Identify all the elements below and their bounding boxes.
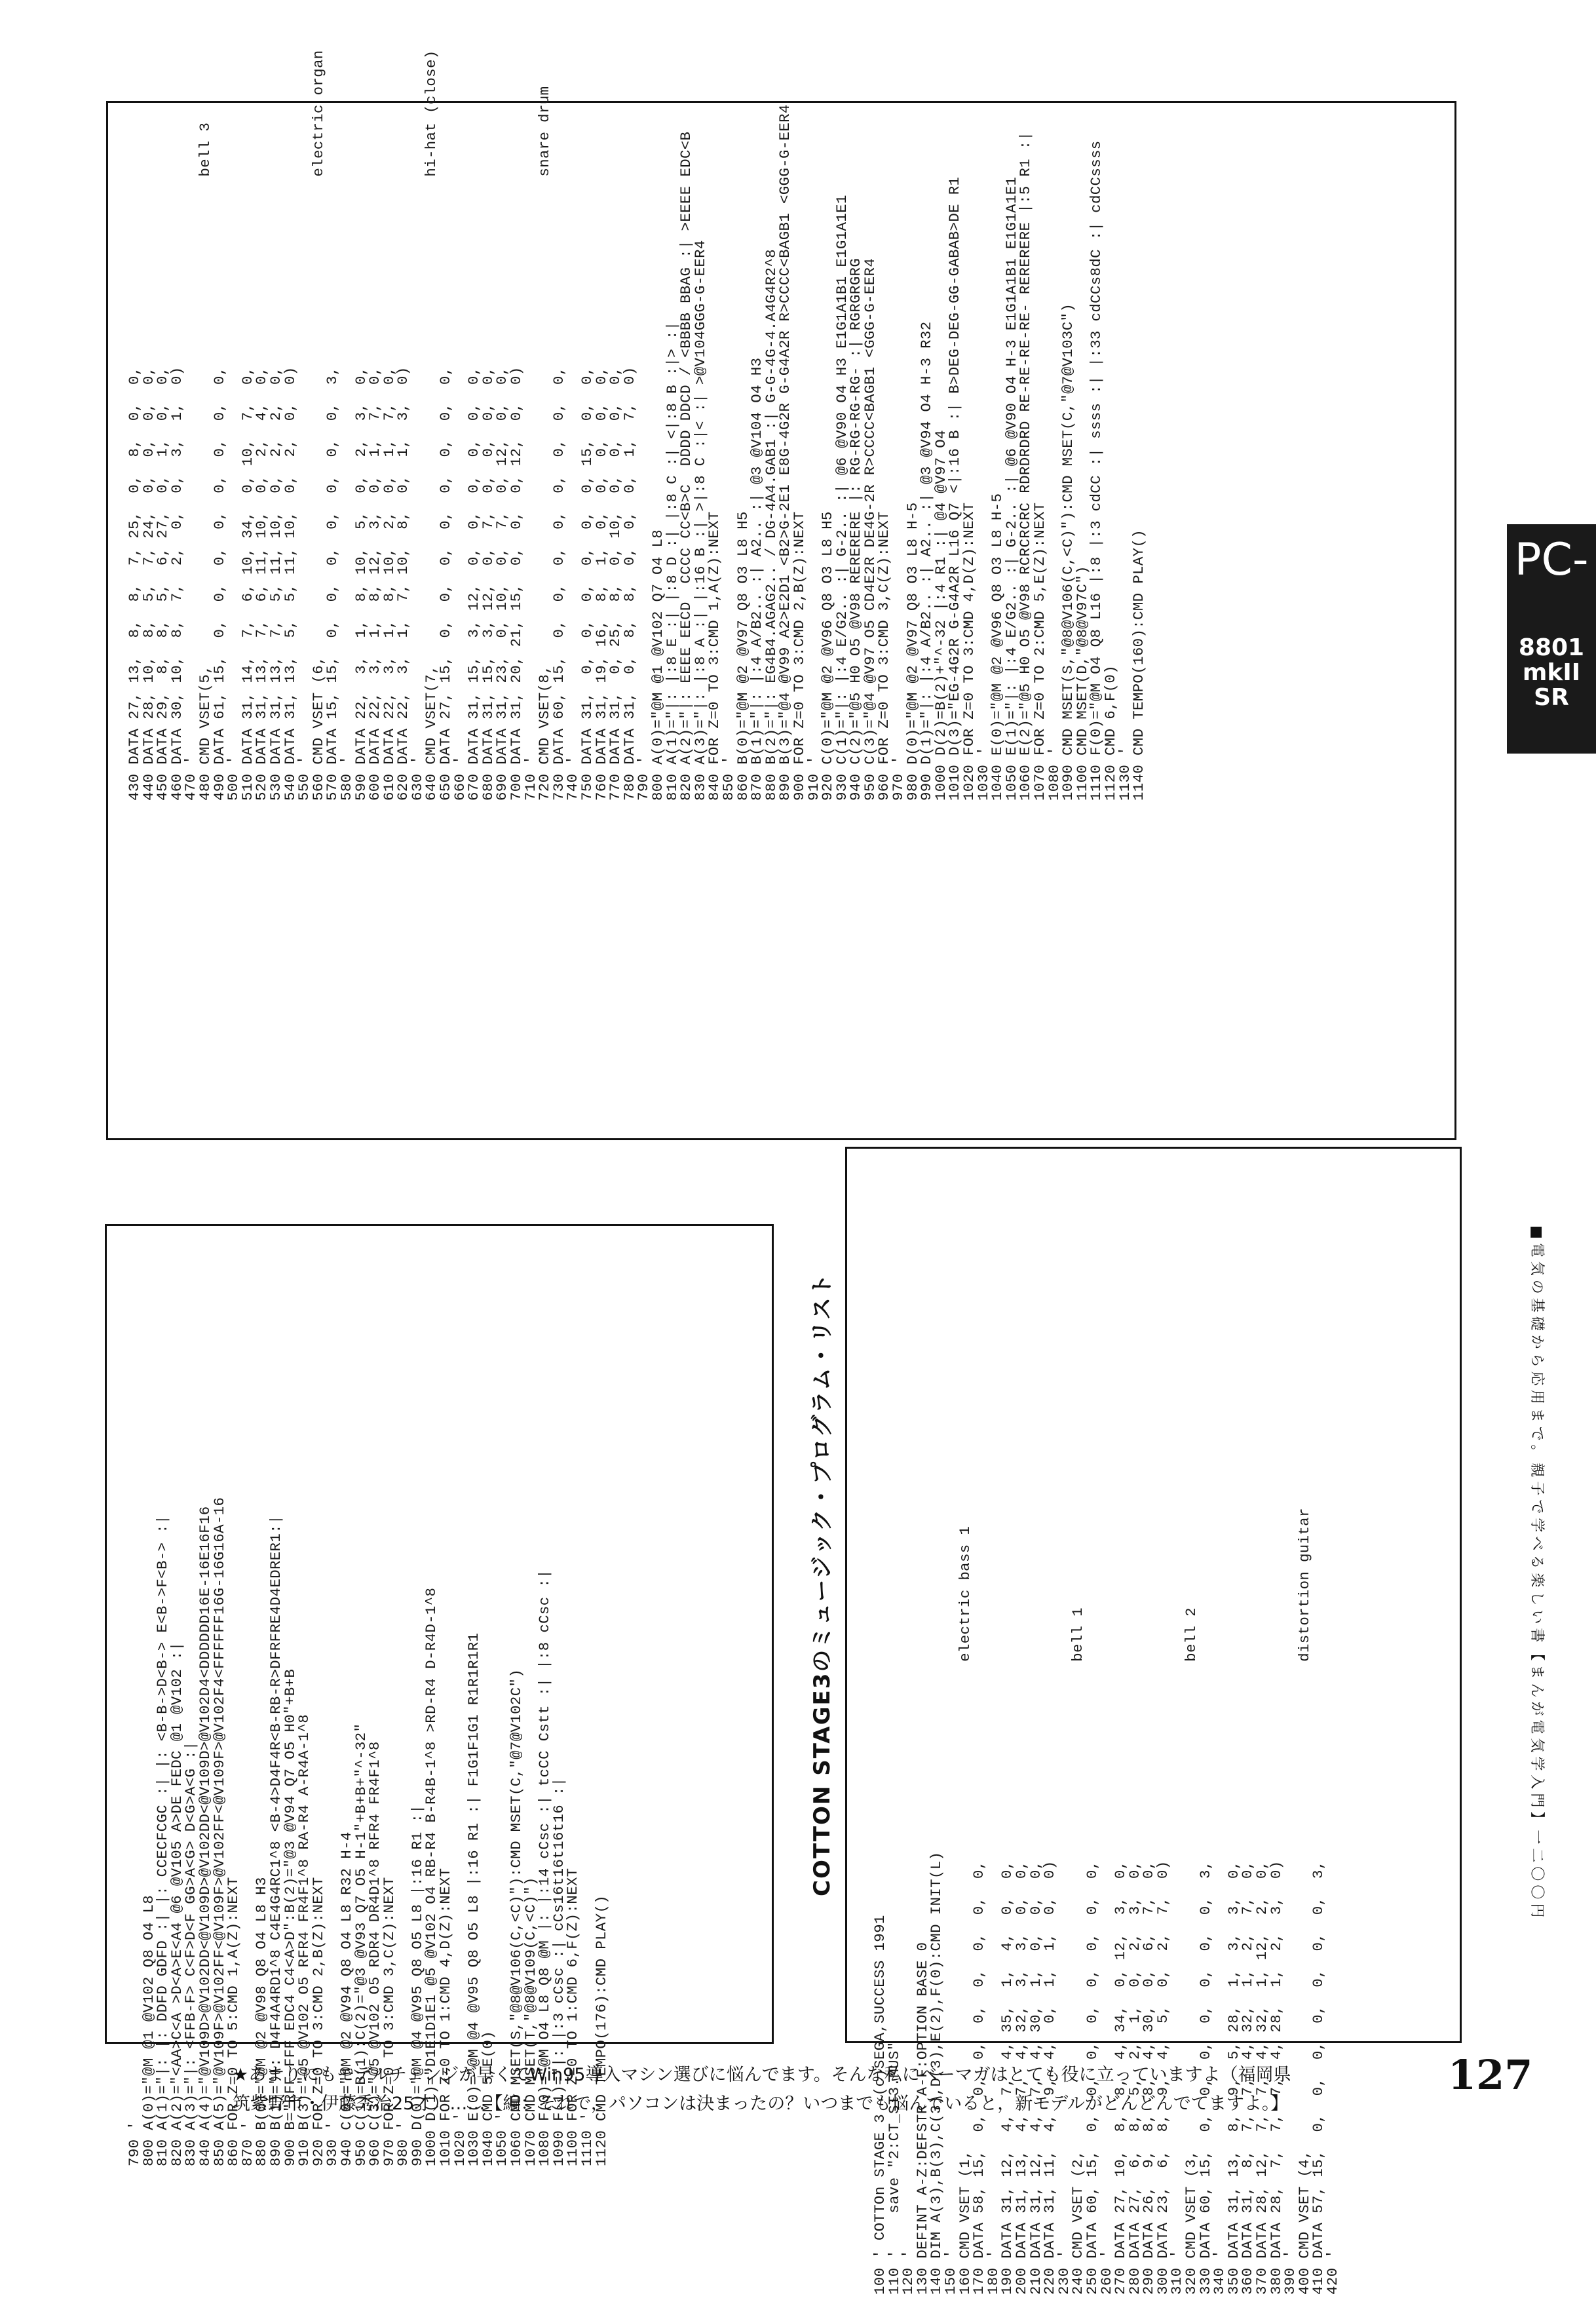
listing-line: 1020 ': [451, 2112, 468, 2166]
listing-line: 1000 D(2)=B(2)+"^-32 |:4 R1 :| @4 @V97 O4: [932, 430, 949, 801]
listing-line: 510 DATA 31, 14, 7, 6, 10, 34, 0, 10, 7, 0,: [238, 366, 256, 801]
listing-line: 740 ': [564, 755, 582, 801]
listing-line: 810 A(1)="|: |:8 E :| |:8 D :| |:8 C :| <|:8 B :|> :|: [663, 321, 681, 801]
listing-line: 820 A(2)="<AA>C<A >D<A>E<A4 @6 @V105 A>DE FEDC @1 @V102 :|: [168, 1641, 185, 2166]
listing-line: 380 DATA 28, 7, 7, 7, 4, 28, 1, 2, 3, 0): [1267, 1860, 1285, 2295]
listing-line: 320 CMD VSET (3, bell 2: [1183, 1607, 1200, 2295]
listing-line: 120 ': [900, 2249, 917, 2295]
listing-line: 990 D(1)="|: |:4 A/B2.. :| A2.. :| @3 @V94 O4 H-3 R32: [918, 321, 936, 801]
listing-text: [847, 1429, 1340, 2321]
listing-line: 160 CMD VSET (1, electric bass 1: [956, 1525, 974, 2295]
listing-line: 850 ': [719, 755, 737, 801]
listing-line: 560 CMD VSET (6, electric organ: [309, 50, 327, 801]
listing-line: 260 ': [1097, 2249, 1115, 2295]
listing-line: 800 A(0)="@M @1 @V102 Q7 O4 L8: [649, 529, 666, 801]
listing-line: 840 A(4)="@V109D>@V102DD<@V109D>@V102DD<@V109D>@V102D4<DDDDDD16E-16E16F16: [196, 1506, 214, 2166]
listing-line: 790 ': [635, 755, 653, 801]
listing-line: 200 DATA 31, 13, 4, 7, 4, 32, 3, 3, 0, 0,: [1012, 1860, 1030, 2295]
listing-line: 790 ': [126, 2120, 143, 2166]
listing-line: 1000 D(1)="D1E1D1E1 @5 @V102 O4 RB-R4 B-R4B-1^8 >RD-R4 D-R4D-1^8: [423, 1587, 440, 2166]
reader-comment: [233, 2061, 1412, 2119]
listing-line: 330 DATA 60, 15, 0, 0, 0, 0, 0, 0, 0, 3,: [1196, 1860, 1214, 2295]
listing-line: 340 ': [1211, 2249, 1228, 2295]
listing-line: 1060 CMD MSET(S,"@8@V106(C,<C)"):CMD MSET(C,"@7@V102C"): [508, 1668, 525, 2166]
listing-line: 250 DATA 60, 15, 0, 0, 0, 0, 0, 0, 0, 0,: [1083, 1860, 1101, 2295]
listing-line: 880 B(0)="@M @2 @V98 Q8 O4 L8 H3: [253, 1877, 271, 2166]
listing-line: 960 C(3)="@5 @V102 O5 RDR4 DR4D1^8 RFR4 FR4F1^8: [366, 1741, 384, 2166]
listing-line: 550 ': [295, 755, 313, 801]
listing-line: 140 DIM A(3),B(3),C(3),D(3),E(2),F(0):CMD INIT(L): [928, 1851, 945, 2295]
listing-line: 1040 E(0)="@M @2 @V96 Q8 O3 L8 H-5: [989, 493, 1006, 801]
listing-line: 860 B(0)="@M @2 @V97 Q8 O3 L8 H5: [734, 511, 751, 801]
listing-line: 660 ': [451, 755, 468, 801]
reader-comment-line2: 筑紫野市・伊藤秀治25才）……【編：それで，パソコンは決まったの？いつまでも悩んでいると，新モデルがどんどんでてますよ。】: [233, 2094, 1289, 2114]
listing-line: 1140 CMD TEMPO(160):CMD PLAY(): [1130, 529, 1148, 801]
listing-line: 480 CMD VSET(5, bell 3: [196, 122, 214, 801]
listing-line: 230 ': [1055, 2249, 1073, 2295]
listing-line: 1080 ': [1045, 746, 1063, 801]
listing-line: 870 ': [238, 2120, 256, 2166]
listing-line: 570 DATA 15, 15, 0, 0, 0, 0, 0, 0, 0, 3,: [324, 366, 341, 801]
listing-line: 580 ': [337, 755, 355, 801]
listing-line: 410 DATA 57, 15, 0, 0, 0, 0, 0, 0, 0, 3,: [1310, 1860, 1327, 2295]
listing-line: 210 DATA 31, 12, 4, 7, 4, 30, 1, 0, 0, 0,: [1027, 1860, 1044, 2295]
listing-line: 920 FOR Z=0 TO 3:CMD 2,B(Z):NEXT: [309, 1877, 327, 2166]
listing-line: 280 DATA 27, 6, 8, 5, 2, 1, 0, 2, 3, 0,: [1126, 1860, 1143, 2295]
listing-line: 980 ': [394, 2120, 412, 2166]
listing-line: 840 FOR Z=0 TO 3:CMD 1,A(Z):NEXT: [706, 511, 723, 801]
listing-line: 910 ': [805, 755, 822, 801]
listing-line: 680 DATA 31, 15, 3, 12, 0, 7, 0, 0, 0, 0,: [479, 366, 497, 801]
listing-line: 1040 CMD 5,E(0): [479, 2030, 497, 2166]
listing-line: 450 DATA 29, 8, 8, 5, 6, 27, 0, 1, 0, 0,: [154, 366, 172, 801]
listing-line: 1120 CMD 6,F(0): [1101, 664, 1119, 801]
listing-line: 620 DATA 22, 3, 1, 7, 10, 8, 0, 1, 3, 0): [394, 366, 412, 801]
listing-line: 1060 E(2)="@5 H0 O5 @V98 RCRCRCRC RDRDRDRD RE-RE-RE-RE- RERERERE |:5 R1 :|: [1017, 131, 1035, 801]
listing-line: 710 ': [522, 755, 539, 801]
listing-line: 930 C(1)="|: |:4 E/G2.. :| G-2.. :| @6 @V90 O4 H3 E1G1A1B1 E1G1A1E1: [833, 195, 850, 801]
listing-line: 950 C(1)=B(1):C(2)="@3 @V93 Q7 O5 H-1"+B+B+"^-32": [352, 1723, 370, 2166]
listing-line: 700 DATA 31, 20, 21, 15, 0, 0, 0, 12, 0, 0): [508, 366, 525, 801]
listing-line: 640 CMD VSET(7, hi-hat (close): [423, 50, 440, 801]
listing-line: 780 DATA 31, 0, 8, 8, 0, 0, 0, 1, 7, 0): [620, 366, 638, 801]
listing-line: 400 CMD VSET (4, distortion guitar: [1295, 1508, 1313, 2295]
listing-line: 1080 F(0)="@M O4 L8 Q8 @M |: |:14 cCsc :| tcCC Cstt :| |:8 cCsc :|: [536, 1569, 554, 2166]
listing-line: 440 DATA 28, 10, 8, 5, 7, 24, 0, 0, 0, 0,: [140, 366, 157, 801]
listing-line: 610 DATA 22, 3, 1, 8, 10, 2, 0, 1, 7, 0,: [380, 366, 398, 801]
listing-line: 1010 FOR Z=0 TO 1:CMD 4,D(Z):NEXT: [437, 1868, 455, 2166]
listing-line: 890 B(3)="@4 @V99 A2>E2D1 <B2>G-2E1 E8G-4G2R G-G4A2R R>CCCC<BAGB1 <GGG-G-EER4: [776, 104, 794, 801]
listing-line: 970 ': [890, 755, 907, 801]
listing-line: 150 ': [941, 2249, 959, 2295]
listing-line: 1100 CMD MSET(D,"@8@V97C"): [1073, 566, 1091, 801]
listing-line: 1130 ': [1116, 746, 1133, 801]
listing-line: 880 B(2)="|: EG4B4.AGAG2.. / DG-4A4.GAB1 :| G-G-4G-4.A4G4R2^8: [762, 249, 780, 801]
listing-line: 500 ': [225, 755, 242, 801]
tab-line2: 8801 mkII SR: [1518, 634, 1585, 711]
page-number: 127: [1448, 2051, 1533, 2099]
listing-line: 730 DATA 60, 15, 0, 0, 0, 0, 0, 0, 0, 0,: [550, 366, 567, 801]
listing-line: 1110 ': [579, 2112, 596, 2166]
listing-line: 890 B(1)="|: D4F4A4RD1^8 C4E4G4RC1^8 <B-4>D4F4R<B-RB-R>DFRFRE4D4EDRER1:|: [267, 1515, 284, 2166]
listing-title: [803, 1244, 842, 1925]
listing-line: 900 B="RFF FFF EDC4 C4<A>D":B(2)="@3 @V94 Q7 O5 H0"+B+B: [281, 1668, 299, 2166]
listing-text: [108, 0, 1147, 827]
listing-line: 760 DATA 31, 19, 16, 8, 1, 0, 0, 0, 0, 0,: [592, 366, 610, 801]
listing-line: 830 A(3)="|: |:8 A :| |:16 B :| >|:8 C :|< :| >@V104GGG-G-EER4: [691, 240, 709, 801]
listing-line: 690 DATA 31, 23, 0, 10, 0, 7, 0, 12, 0, 0,: [493, 366, 511, 801]
listing-line: 180 ': [984, 2249, 1002, 2295]
listing-line: 490 DATA 61, 15, 0, 0, 0, 0, 0, 0, 0, 0,: [210, 366, 228, 801]
listing-line: 460 DATA 30, 10, 8, 7, 2, 0, 0, 3, 1, 0): [168, 366, 185, 801]
listing-line: 1070 CMD MSET(T,"@8@V109(C,<C)"): [522, 1877, 539, 2166]
listing-line: 1070 FOR Z=0 TO 2:CMD 5,E(Z):NEXT: [1031, 502, 1048, 801]
listing-line: 1090 F(1)="|: |:3 cCsc :| cCs16t16t16t16 :|: [550, 1777, 567, 2166]
listing-line: 810 A(1)="|: |: DDFD GDFD :| |: CCECFCGC :| |: <B-B->D<B-> E<B->F<B-> :|: [154, 1515, 172, 2166]
listing-line: 1030 E(0)="@M @4 @V95 Q8 O5 L8 |:16 R1 :| F1G1F1G1 R1R1R1R1: [465, 1632, 483, 2166]
listing-line: 950 C(3)="@4 @V97 O5 CD4E2R DE4G-2R R>CCCC<BAGB1 <GGG-G-EER4: [861, 258, 879, 801]
listing-line: 360 DATA 31, 8, 7, 7, 4, 32, 1, 2, 7, 0,: [1239, 1860, 1257, 2295]
listing-line: 240 CMD VSET (2, bell 1: [1069, 1607, 1087, 2295]
listing-line: 220 DATA 31, 11, 4, 9, 4, 0, 1, 1, 0, 0): [1041, 1860, 1059, 2295]
listing-line: 990 D(0)="@M @4 @V95 Q8 O5 L8 |:16 R1 :|: [408, 1804, 426, 2166]
listing-line: 910 B(3)="@5 @V102 O5 RFR4 FR4F1^8 RA-R4 A-R4A-1^8: [295, 1714, 313, 2166]
program-listing-bottom-right: [845, 1147, 1462, 2295]
listing-line: 1110 F(0)="@M O4 Q8 L16 |:8 |:3 cdCC :| ssss :| |:33 cdCCs8dC :| cdCCssss: [1088, 140, 1105, 801]
listing-line: 860 FOR Z=0 TO 5:CMD 1,A(Z):NEXT: [225, 1877, 242, 2166]
listing-line: 290 DATA 26, 9, 8, 8, 4, 30, 0, 6, 7, 0,: [1140, 1860, 1158, 2295]
listing-line: 370 DATA 28, 12, 7, 7, 4, 32, 1, 12, 2, 0,: [1253, 1860, 1271, 2295]
listing-line: 1120 CMD TEMPO(176):CMD PLAY(): [592, 1894, 610, 2166]
listing-line: 960 FOR Z=0 TO 3:CMD 3,C(Z):NEXT: [875, 511, 893, 801]
listing-line: 310 ': [1168, 2249, 1186, 2295]
listing-line: 430 DATA 27, 13, 8, 8, 7, 25, 0, 8, 0, 0,: [126, 366, 143, 801]
listing-line: 270 DATA 27, 10, 8, 8, 4, 34, 0, 12, 3, 0,: [1112, 1860, 1130, 2295]
listing-line: 800 A(0)="@M @1 @V102 Q8 O4 L8: [140, 1894, 157, 2166]
listing-line: 850 A(5)="@V109F>@V102FF<@V109F>@V102FF<@V109F>@V102F4<FFFFFF16G-16G16A-16: [210, 1497, 228, 2166]
listing-line: 390 ': [1282, 2249, 1299, 2295]
side-ad: [1517, 1225, 1556, 2038]
listing-line: 750 DATA 31, 0, 0, 0, 0, 0, 0, 15, 0, 0,: [579, 366, 596, 801]
listing-line: 590 DATA 22, 3, 1, 8, 10, 5, 0, 2, 3, 0,: [352, 366, 370, 801]
listing-line: 650 DATA 27, 15, 0, 0, 0, 0, 0, 0, 0, 0,: [437, 366, 455, 801]
listing-line: 770 DATA 31, 0, 25, 8, 0, 10, 0, 0, 0, 0,: [607, 366, 624, 801]
listing-line: 190 DATA 31, 12, 4, 7, 4, 35, 1, 4, 0, 0,: [998, 1860, 1016, 2295]
listing-line: 970 FOR Z=0 TO 3:CMD 3,C(Z):NEXT: [380, 1877, 398, 2166]
listing-line: 940 C(0)="@M @2 @V94 Q8 O4 L8 R32 H-4: [337, 1832, 355, 2166]
listing-line: 170 DATA 58, 15, 0, 0, 0, 0, 0, 0, 0, 0,: [970, 1860, 988, 2295]
listing-title-text: COTTON STAGE3のミュージック・プログラム・リスト: [809, 1273, 835, 1896]
listing-line: 900 FOR Z=0 TO 3:CMD 2,B(Z):NEXT: [790, 511, 808, 801]
listing-line: 600 DATA 22, 3, 1, 8, 12, 3, 0, 1, 7, 0,: [366, 366, 384, 801]
listing-line: 350 DATA 31, 13, 8, 9, 5, 28, 1, 3, 3, 0,: [1225, 1860, 1242, 2295]
listing-line: 1100 FOR Z=0 TO 1:CMD 6,F(Z):NEXT: [564, 1868, 582, 2166]
listing-line: 1010 D(3)="EG-4G2R G-G4A2R L16 Q7 <|:16 B :| B>DEG-DEG-GG-GABAB>DE R1: [946, 176, 964, 801]
listing-line: 930 ': [324, 2120, 341, 2166]
listing-line: 470 ': [182, 755, 200, 801]
listing-line: 820 A(2)="|: EEEE EECD CCCC CC<B>C DDDD DDCD / <BBBB BBAG :| >EEEE EDC<B: [677, 131, 695, 801]
side-ad-text: ■電気の基礎から応用まで。親子で学べる楽しい書【まんが電気学入門】一二〇〇円: [1529, 1225, 1545, 1922]
listing-line: 980 D(0)="@M @2 @V97 Q8 O3 L8 H-5: [903, 502, 921, 801]
listing-line: 420 ': [1324, 2249, 1341, 2295]
listing-line: 540 DATA 31, 13, 5, 5, 11, 10, 0, 2, 0, 0): [281, 366, 299, 801]
listing-line: 1050 ': [493, 2112, 511, 2166]
listing-line: 1030 ': [974, 746, 992, 801]
listing-line: 530 DATA 31, 13, 7, 5, 11, 10, 0, 2, 2, 0,: [267, 366, 284, 801]
machine-tab: [1507, 524, 1596, 754]
reader-comment-line1: ★あまりにもモデルチェンジが早くてWin95導入マシン選びに悩んでます。そんな私にベーマガはとても役に立っていますよ（福岡県: [233, 2065, 1291, 2085]
listing-line: 830 A(3)="|: <FFB-F> C<F>D<F GG>A<G> D<G>A<G :|: [182, 1741, 200, 2166]
listing-line: 670 DATA 31, 15, 3, 12, 0, 0, 0, 0, 0, 0,: [465, 366, 483, 801]
listing-line: 110 ' save "2:CT_ST3.MUS": [885, 2041, 903, 2295]
listing-line: 870 B(1)="|: |:4 A/B2.. :| A2.. :| @3 @V104 O4 H3: [748, 357, 766, 801]
listing-line: 720 CMD VSET(8, snare drum: [536, 86, 554, 801]
listing-line: 520 DATA 31, 13, 7, 6, 11, 10, 0, 2, 4, 0,: [253, 366, 271, 801]
listing-line: 1020 FOR Z=0 TO 3:CMD 4,D(Z):NEXT: [960, 502, 978, 801]
tab-line1: PC-: [1514, 534, 1589, 586]
listing-line: 1050 E(1)="|: |:4 E/G2.. :| G-2.. :| @6 @V90 O4 H-3 E1G1A1B1 E1G1A1E1: [1002, 176, 1020, 801]
listing-line: 300 DATA 23, 6, 8, 9, 4, 5, 0, 2, 7, 0): [1154, 1860, 1171, 2295]
program-listing-top: [106, 50, 1456, 1140]
listing-line: 940 C(2)="@5 H0 O5 @V98 RERERERE |: RG-RG-RG-RG- :| RGRGRGRG: [847, 258, 865, 801]
listing-line: 630 ': [408, 755, 426, 801]
listing-line: 130 DEFINT A-Z:DEFSTR A-F:OPTION BASE 0: [913, 1942, 931, 2295]
listing-line: 1090 CMD MSET(S,"@8@V106(C,<C)"):CMD MSET(C,"@7@V103C"): [1059, 303, 1077, 801]
listing-line: 100 ' COTTOn STAGE 3 (c)SEGA,SUCCESS 1991: [871, 1915, 888, 2295]
listing-line: 920 C(0)="@M @2 @V96 Q8 O3 L8 H5: [819, 511, 837, 801]
